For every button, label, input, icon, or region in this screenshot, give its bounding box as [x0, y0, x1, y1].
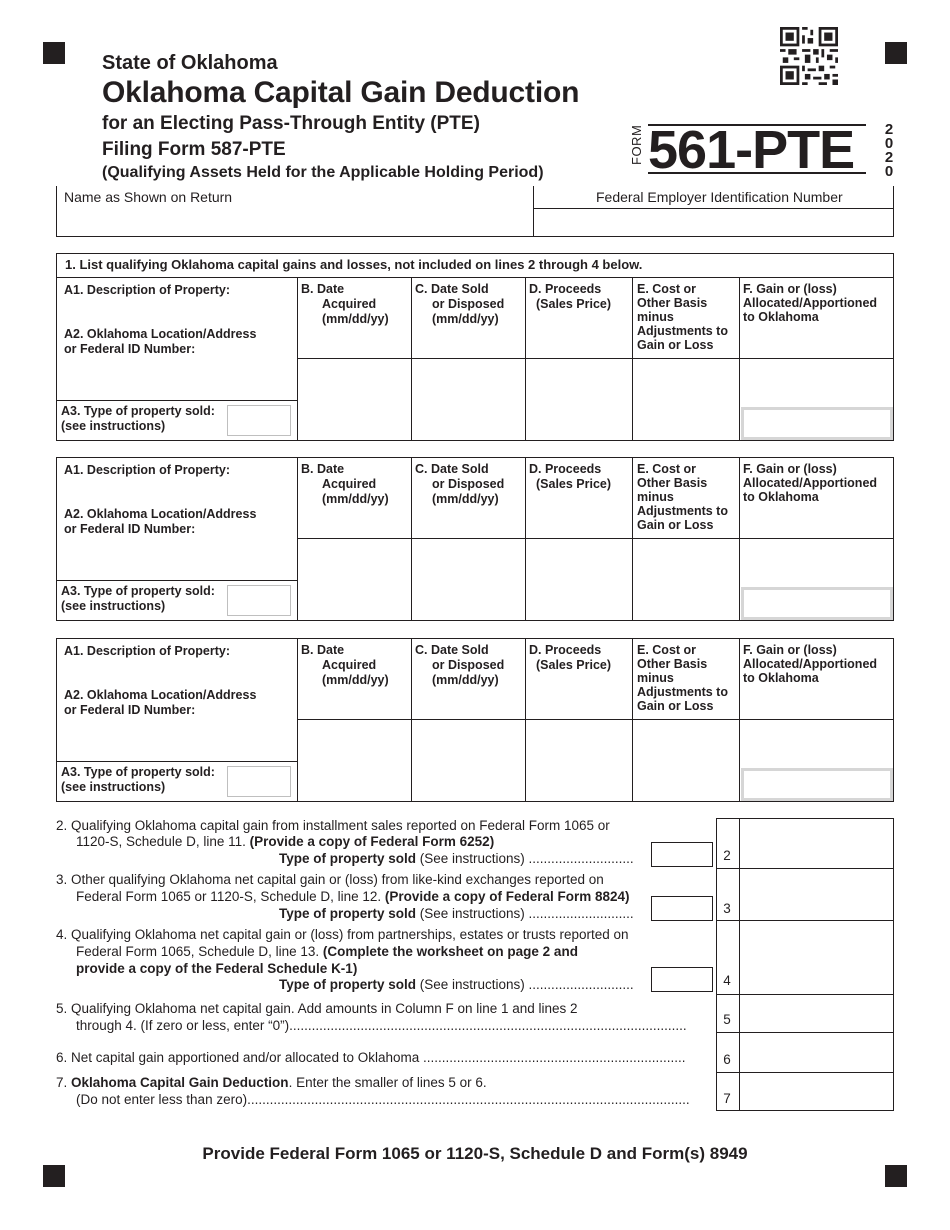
gain-loss-total-input[interactable]: [741, 768, 893, 801]
qr-code-icon: [780, 27, 838, 85]
col-f-label: F. Gain or (loss): [743, 643, 837, 657]
col-c-label: C. Date Sold: [415, 462, 489, 476]
line-number: 2: [723, 848, 731, 863]
property-block: [56, 277, 894, 441]
line-7-amount-input[interactable]: [740, 1073, 892, 1109]
col-e-label-5: Gain or Loss: [637, 699, 714, 713]
col-a3-label-2: (see instructions): [61, 599, 166, 613]
col-d-label-2: (Sales Price): [536, 297, 612, 311]
col-b-label-2: Acquired: [322, 477, 377, 491]
line-6-text: 6. Net capital gain apportioned and/or allocated to Oklahoma ......................................................................: [56, 1050, 686, 1065]
col-c-label-3: (mm/dd/yy): [432, 312, 499, 326]
col-b-label: B. Date: [301, 462, 345, 476]
col-b-label-3: (mm/dd/yy): [322, 673, 389, 687]
registration-mark-bottom-right: [885, 1165, 907, 1187]
line-number: 5: [723, 1012, 731, 1027]
fein-label: Federal Employer Identification Number: [596, 189, 843, 205]
col-f-label: F. Gain or (loss): [743, 282, 837, 296]
line-number: 7: [723, 1091, 731, 1106]
col-e-label: E. Cost or: [637, 282, 697, 296]
col-a1-label: A1. Description of Property:: [64, 463, 230, 477]
line-4-text-3: provide a copy of the Federal Schedule K-1): [76, 961, 358, 976]
line-5-text: 5. Qualifying Oklahoma net capital gain. Add amounts in Column F on line 1 and lines 2: [56, 1001, 578, 1016]
form-number: 561-PTE: [648, 120, 855, 180]
col-f-label-2: Allocated/Apportioned: [743, 657, 878, 671]
col-e-label-4: Adjustments to: [637, 324, 728, 338]
registration-mark-top-left: [43, 42, 65, 64]
col-e-label-2: Other Basis: [637, 296, 708, 310]
col-f-label-2: Allocated/Apportioned: [743, 476, 878, 490]
line-3-type-label: Type of property sold (See instructions) ............................: [279, 906, 634, 921]
col-a2-label-2: or Federal ID Number:: [64, 522, 196, 536]
line-3-amount-input[interactable]: [740, 869, 892, 918]
line-1-heading: [56, 253, 894, 278]
col-a1-label: A1. Description of Property:: [64, 644, 230, 658]
header-subtitle-pte: for an Electing Pass-Through Entity (PTE): [102, 113, 480, 134]
col-a3-label: A3. Type of property sold:: [61, 584, 215, 598]
col-e-label-4: Adjustments to: [637, 685, 728, 699]
col-a2-label: A2. Oklahoma Location/Address: [64, 507, 257, 521]
col-a2-label: A2. Oklahoma Location/Address: [64, 327, 257, 341]
col-c-label-3: (mm/dd/yy): [432, 492, 499, 506]
page-title: Oklahoma Capital Gain Deduction: [102, 76, 580, 109]
col-e-label-2: Other Basis: [637, 476, 708, 490]
col-f-label-2: Allocated/Apportioned: [743, 296, 878, 310]
col-c-label: C. Date Sold: [415, 643, 489, 657]
col-c-label: C. Date Sold: [415, 282, 489, 296]
fein-input[interactable]: [535, 210, 892, 235]
line-5-text-2: through 4. (If zero or less, enter “0”)..........................................................................................................: [76, 1018, 687, 1033]
col-b-label-2: Acquired: [322, 658, 377, 672]
property-type-input[interactable]: [227, 585, 291, 616]
form-word-text: FORM: [629, 125, 644, 165]
col-b-label-2: Acquired: [322, 297, 377, 311]
col-b-label: B. Date: [301, 282, 345, 296]
gain-loss-total-input[interactable]: [741, 587, 893, 620]
name-label: Name as Shown on Return: [64, 189, 233, 205]
line-2-amount-input[interactable]: [740, 820, 892, 866]
col-d-label: D. Proceeds: [529, 282, 602, 296]
col-a3-label: A3. Type of property sold:: [61, 765, 215, 779]
col-c-label-2: or Disposed: [432, 477, 505, 491]
col-f-label: F. Gain or (loss): [743, 462, 837, 476]
line-4-type-input[interactable]: [651, 967, 713, 992]
line-number: 3: [723, 901, 731, 916]
col-e-label-2: Other Basis: [637, 657, 708, 671]
col-e-label-5: Gain or Loss: [637, 338, 714, 352]
col-f-label-3: to Oklahoma: [743, 490, 819, 504]
col-b-label: B. Date: [301, 643, 345, 657]
col-a1-label: A1. Description of Property:: [64, 283, 230, 297]
col-c-label-2: or Disposed: [432, 658, 505, 672]
col-a3-label: A3. Type of property sold:: [61, 404, 215, 418]
line-4-type-label: Type of property sold (See instructions) ............................: [279, 977, 634, 992]
year-digit: 2: [884, 149, 894, 166]
col-e-label: E. Cost or: [637, 643, 697, 657]
col-e-label-3: minus: [637, 490, 674, 504]
col-b-label-3: (mm/dd/yy): [322, 312, 389, 326]
col-b-label-3: (mm/dd/yy): [322, 492, 389, 506]
col-c-label-3: (mm/dd/yy): [432, 673, 499, 687]
line-2-text: 2. Qualifying Oklahoma capital gain from installment sales reported on Federal Form 1065 or: [56, 818, 610, 833]
line-3-text-2: Federal Form 1065 or 1120-S, Schedule D, line 12. (Provide a copy of Federal Form 8824): [76, 889, 630, 904]
name-input[interactable]: [58, 207, 530, 235]
col-e-label-5: Gain or Loss: [637, 518, 714, 532]
property-type-input[interactable]: [227, 405, 291, 436]
col-f-label-3: to Oklahoma: [743, 671, 819, 685]
col-e-label: E. Cost or: [637, 462, 697, 476]
col-a2-label-2: or Federal ID Number:: [64, 342, 196, 356]
line-7-text: 7. Oklahoma Capital Gain Deduction. Enter the smaller of lines 5 or 6.: [56, 1075, 487, 1090]
line-2-type-input[interactable]: [651, 842, 713, 867]
col-c-label-2: or Disposed: [432, 297, 505, 311]
line-2-type-label: Type of property sold (See instructions) ............................: [279, 851, 634, 866]
col-a2-label-2: or Federal ID Number:: [64, 703, 196, 717]
header-state: State of Oklahoma: [102, 52, 278, 74]
line-3-type-input[interactable]: [651, 896, 713, 921]
property-type-input[interactable]: [227, 766, 291, 797]
col-d-label: D. Proceeds: [529, 643, 602, 657]
col-e-label-4: Adjustments to: [637, 504, 728, 518]
line-5-amount-input[interactable]: [740, 995, 892, 1030]
col-d-label-2: (Sales Price): [536, 477, 612, 491]
line-number: 4: [723, 973, 731, 988]
footer-instruction: Provide Federal Form 1065 or 1120-S, Schedule D and Form(s) 8949: [202, 1144, 748, 1163]
year-digit: 0: [884, 135, 894, 152]
col-e-label-3: minus: [637, 671, 674, 685]
year-digit: 2: [884, 121, 894, 138]
registration-mark-top-right: [885, 42, 907, 64]
col-a3-label-2: (see instructions): [61, 780, 166, 794]
col-a2-label: A2. Oklahoma Location/Address: [64, 688, 257, 702]
line-number: 6: [723, 1052, 731, 1067]
line-4-text: 4. Qualifying Oklahoma net capital gain or (loss) from partnerships, estates or trusts reported on: [56, 927, 629, 942]
line-4-text-2: Federal Form 1065, Schedule D, line 13. (Complete the worksheet on page 2 and: [76, 944, 578, 959]
line-1-heading-text: 1. List qualifying Oklahoma capital gains and losses, not included on lines 2 through 4 below.: [65, 257, 643, 272]
header-subtitle-qualifying: (Qualifying Assets Held for the Applicable Holding Period): [102, 164, 544, 181]
property-block: [56, 638, 894, 802]
col-d-label: D. Proceeds: [529, 462, 602, 476]
year-digit: 0: [884, 163, 894, 180]
col-f-label-3: to Oklahoma: [743, 310, 819, 324]
line-2-text-2: 1120-S, Schedule D, line 11. (Provide a copy of Federal Form 6252): [76, 834, 495, 849]
line-7-text-2: (Do not enter less than zero)......................................................................................................................: [76, 1092, 690, 1107]
col-a3-label-2: (see instructions): [61, 419, 166, 433]
registration-mark-bottom-left: [43, 1165, 65, 1187]
col-e-label-3: minus: [637, 310, 674, 324]
line-4-amount-input[interactable]: [740, 921, 892, 992]
header-subtitle-filing: Filing Form 587-PTE: [102, 139, 286, 160]
gain-loss-total-input[interactable]: [741, 407, 893, 440]
line-6-amount-input[interactable]: [740, 1033, 892, 1070]
col-d-label-2: (Sales Price): [536, 658, 612, 672]
property-block: [56, 457, 894, 621]
line-3-text: 3. Other qualifying Oklahoma net capital gain or (loss) from like-kind exchanges reported on: [56, 872, 604, 887]
